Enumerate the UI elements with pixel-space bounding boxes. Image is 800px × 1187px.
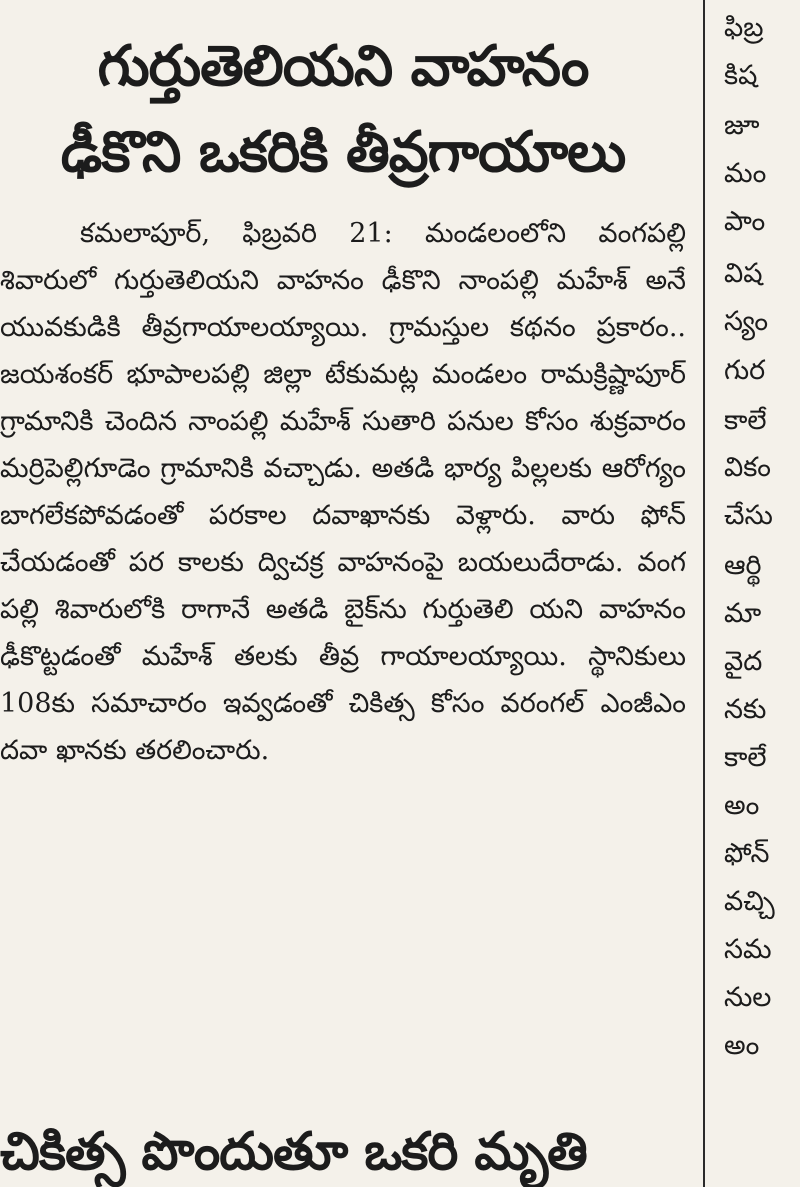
- adjacent-line: అం: [724, 1030, 760, 1061]
- article-paragraph: కమలాపూర్, ఫిబ్రవరి 21: మండలంలోని వంగపల్లి శివారులో గుర్తుతెలియని వాహనం ఢీకొని నాంపల్లి మహేశ్ అనే యువకుడికి తీవ్రగాయాలయ్యాయి. గ్రామస్తుల కథనం ప్రకారం.. జయశంకర్ భూపాలపల్లి జిల్లా టేకుమట్ల మండలం రామక్రిష్ణాపూర్ గ్రామానికి చెందిన నాంపల్లి మహేశ్ సుతారి పనుల కోసం శుక్రవారం మర్రిపెల్లిగూడెం గ్రామానికి వచ్చాడు. అతడి భార్య పిల్లలకు ఆరోగ్యం బాగలేకపోవడంతో పరకాల దవాఖానకు వెళ్లారు. వారు ఫోన్ చేయడంతో పర కాలకు ద్విచక్ర వాహనంపై బయలుదేరాడు. వంగ పల్లి శివారులోకి రాగానే అతడి బైక్‌ను గుర్తుతెలి యని వాహనం ఢీకొట్టడంతో మహేశ్ తలకు తీవ్ర గాయాలయ్యాయి. స్థానికులు 108కు సమాచారం ఇవ్వడంతో చికిత్స కోసం వరంగల్ ఎంజీఎం దవా ఖానకు తరలించారు.: [0, 218, 686, 766]
- adjacent-line: ఫోన్: [724, 838, 770, 869]
- adjacent-line: సమ: [724, 934, 772, 965]
- adjacent-line: కాలే: [724, 405, 767, 436]
- adjacent-line: జూ: [724, 110, 760, 141]
- adjacent-line: కాలే: [724, 742, 767, 773]
- adjacent-line: ఆర్థి: [724, 550, 762, 581]
- adjacent-line: విష: [724, 258, 763, 289]
- column-divider: [703, 0, 705, 1187]
- adjacent-line: అం: [724, 790, 760, 821]
- adjacent-line: ఫిబ్ర: [724, 12, 764, 43]
- next-article-headline: చికిత్స పొందుతూ ఒకరి మృతి: [0, 1122, 587, 1182]
- adjacent-line: పాం: [724, 206, 766, 237]
- adjacent-line: స్యం: [724, 306, 769, 337]
- adjacent-column: [714, 0, 800, 1187]
- article-headline-line2: ఢీకొని ఒకరికి తీవ్రగాయాలు: [60, 120, 626, 185]
- adjacent-line: గుర: [724, 355, 766, 386]
- adjacent-line: చేసు: [724, 500, 773, 531]
- adjacent-line: నుల: [724, 982, 772, 1013]
- article-body: [0, 210, 686, 774]
- adjacent-line: మా: [724, 598, 762, 629]
- adjacent-line: వైద: [724, 646, 763, 677]
- adjacent-line: నకు: [724, 694, 767, 725]
- adjacent-line: మం: [724, 158, 767, 189]
- adjacent-line: కిష: [724, 60, 758, 91]
- adjacent-line: వచ్చి: [724, 886, 775, 917]
- adjacent-line: వికం: [724, 452, 771, 483]
- article-headline-line1: గుర్తుతెలియని వాహనం: [97, 34, 589, 99]
